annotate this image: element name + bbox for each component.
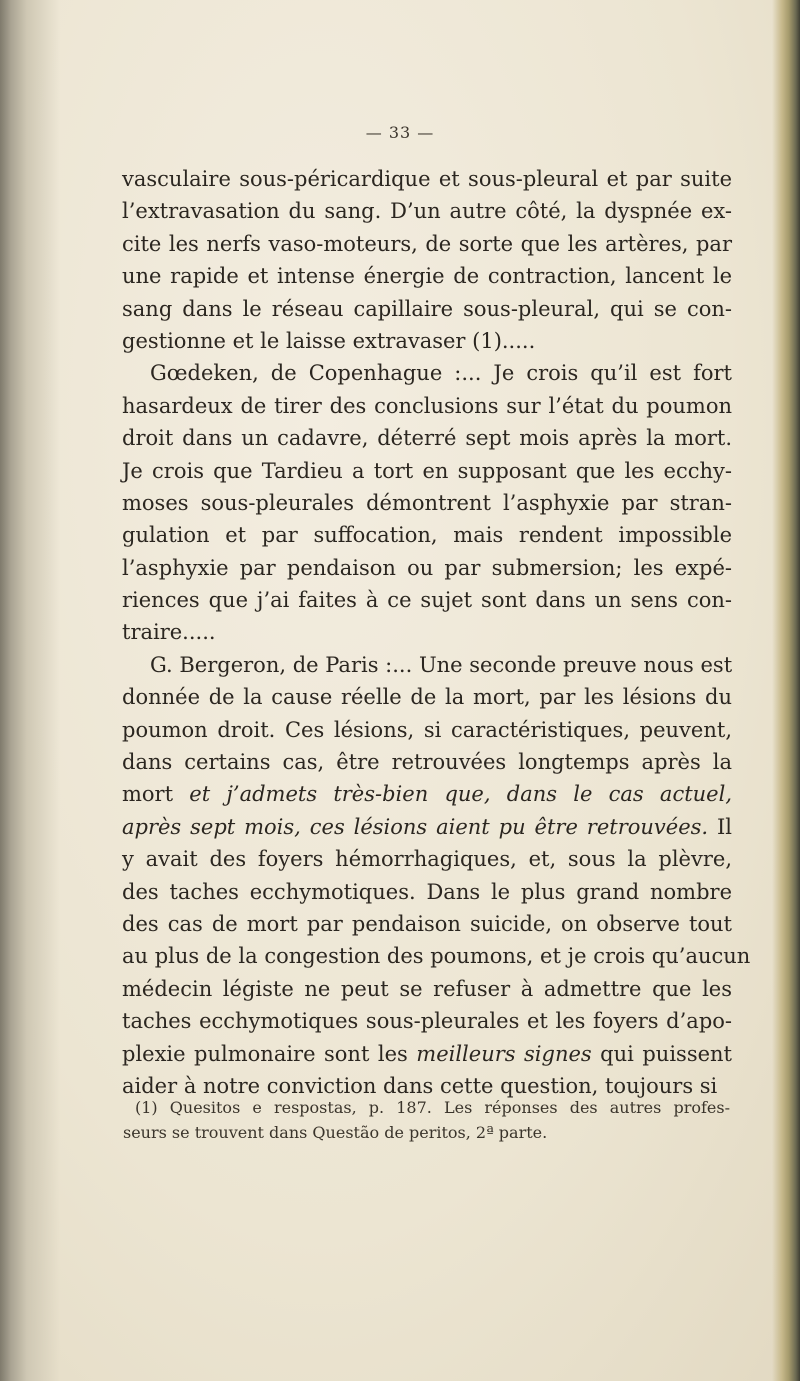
page-edge xyxy=(772,0,800,1381)
text-line: des taches ecchymotiques. Dans le plus grand nombre xyxy=(122,879,732,904)
text-line: une rapide et intense énergie de contraction, lancent le xyxy=(122,264,732,289)
text-line: Je crois que Tardieu a tort en supposant que les ecchy- xyxy=(122,458,732,483)
text-line: poumon droit. Ces lésions, si caractéristiques, peuvent, xyxy=(122,717,732,742)
text-line-closing: aider à notre conviction dans cette question, toujours si xyxy=(122,1073,718,1098)
text-line-italic: après sept mois, ces lésions aient pu être retrouvées. Il xyxy=(122,814,733,839)
text-line: vasculaire sous-péricardique et sous-pleural et par suite xyxy=(122,167,732,191)
text-line: taches ecchymotiques sous-pleurales et les foyers d’apo- xyxy=(122,1009,732,1034)
binding-shadow xyxy=(0,0,60,1381)
text-line: gulation et par suffocation, mais rendent impossible xyxy=(122,523,732,548)
text-line: y avait des foyers hémorrhagiques, et, sous la plèvre, xyxy=(122,847,732,872)
text-line: G. Bergeron, de Paris :... Une seconde preuve nous est xyxy=(150,652,733,677)
footnote-line: (1) Quesitos e respostas, p. 187. Les réponses des autres profes- xyxy=(135,1098,730,1117)
text-line: médecin légiste ne peut se refuser à admettre que les xyxy=(122,976,732,1001)
footnote-line: seurs se trouvent dans Questão de peritos, 2ª parte. xyxy=(123,1123,548,1142)
text-line: droit dans un cadavre, déterré sept mois après la mort. xyxy=(122,426,732,451)
text-line: l’extravasation du sang. D’un autre côté, la dyspnée ex- xyxy=(122,199,732,224)
text-line: traire..... xyxy=(122,620,216,645)
text-line: sang dans le réseau capillaire sous-pleural, qui se con- xyxy=(122,296,732,321)
text-line: moses sous-pleurales démontrent l’asphyxie par stran- xyxy=(122,490,732,515)
text-line: gestionne et le laisse extravaser (1)..... xyxy=(122,328,536,353)
text-line: au plus de la congestion des poumons, et je crois qu’aucun xyxy=(122,944,751,969)
page-number: — 33 — xyxy=(365,123,435,142)
text-line: des cas de mort par pendaison suicide, on observe tout xyxy=(122,911,732,936)
footnote xyxy=(123,1095,730,1145)
text-line: l’asphyxie par pendaison ou par submersion; les expé- xyxy=(122,555,732,580)
text-line: Gœdeken, de Copenhague :... Je crois qu’il est fort xyxy=(150,361,732,386)
text-line: dans certains cas, être retrouvées longtemps après la xyxy=(122,750,732,775)
text-line: riences que j’ai faites à ce sujet sont dans un sens con- xyxy=(122,588,732,613)
text-line-signs: plexie pulmonaire sont les meilleurs signes qui puissent xyxy=(122,1041,732,1066)
text-line: hasardeux de tirer des conclusions sur l’état du poumon xyxy=(122,393,732,418)
text-line-mixed: mort et j’admets très-bien que, dans le cas actuel, xyxy=(122,782,732,807)
text-line: donnée de la cause réelle de la mort, par les lésions du xyxy=(122,685,732,710)
body-text xyxy=(122,163,751,1102)
text-line: cite les nerfs vaso-moteurs, de sorte que les artères, par xyxy=(122,231,732,256)
